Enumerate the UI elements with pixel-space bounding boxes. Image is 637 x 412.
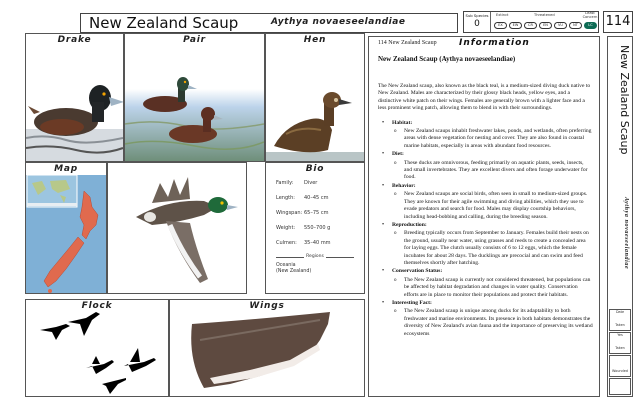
pair-photo	[125, 34, 264, 161]
date-taken-box[interactable]: Date Taken	[609, 309, 631, 331]
side-species-name: New Zealand Scaup	[618, 45, 631, 155]
pair-title: Pair	[183, 35, 206, 45]
bio-family: Family: Diver	[276, 180, 318, 186]
species-title: New Zealand Scaup	[89, 14, 239, 32]
section-behavior: • Behavior: o New Zealand scaups are social birds, often seen in small to medium-sized groups. They are known for their agile swimming and diving abilities, which they use to evade predators and search for food. Males may display courtship behaviors, including head-bobbing and calling, during the breeding season.	[378, 183, 593, 221]
range-map	[26, 163, 106, 293]
hen-title: Hen	[303, 35, 327, 45]
drake-panel	[25, 33, 124, 162]
extinct-label: Extinct	[496, 13, 509, 17]
regions-label: Regions	[276, 254, 354, 259]
section-diet: • Diet: o These ducks are omnivorous, feeding primarily on aquatic plants, seeds, insects, and small invertebrates. They are excellent divers and often forage underwater for food.	[378, 151, 593, 182]
section-interesting-fact: • Interesting Fact: o The New Zealand scaup is unique among ducks for its adaptability to both freshwater and marine environments. Its presence in both habitats demonstrates the diversity of New Zealand's avian fauna and the importance of preserving its wetland ecosystems	[378, 300, 593, 338]
info-heading: New Zealand Scaup (Aythya novaeseelandiae)	[378, 55, 516, 63]
page-number: 114	[603, 11, 633, 33]
status-pills	[494, 22, 597, 29]
least-concern-label: Least Concern	[582, 11, 598, 19]
status-nt: NT	[569, 22, 582, 29]
bio-wingspan: Wingspan: 65–75 cm	[276, 210, 329, 216]
sub-species-value: 0	[474, 19, 480, 29]
status-en: EN	[539, 22, 552, 29]
wings-title: Wings	[249, 301, 285, 311]
map-panel	[25, 162, 107, 294]
flock-silhouettes	[26, 300, 168, 396]
flock-panel	[25, 299, 169, 397]
info-sections	[378, 120, 593, 338]
hen-photo	[266, 34, 364, 161]
bio-title: Bio	[305, 164, 325, 174]
wings-photo	[170, 300, 364, 396]
hen-panel	[265, 33, 365, 162]
flight-panel	[107, 162, 247, 294]
drake-photo	[26, 34, 123, 161]
bio-length: Length: 40–45 cm	[276, 195, 329, 201]
region-value: Oceania (New Zealand)	[276, 263, 312, 274]
status-ew: EW	[509, 22, 522, 29]
info-page-ref: 114 New Zealand Scaup	[378, 40, 437, 46]
yes-taken-box[interactable]: Yes Taken	[609, 332, 631, 354]
bio-weight: Weight: 550–700 g	[276, 225, 331, 231]
info-body	[378, 83, 593, 338]
status-cr: CR	[524, 22, 537, 29]
bio-culmen: Culmen: 35–40 mm	[276, 240, 331, 246]
info-intro: The New Zealand scaup, also known as the black teal, is a medium-sized diving duck native to New Zealand. Males are characterized by their glossy black heads, yellow eyes, and a distinctive white patch on their wings. Females are generally brown with a lighter face and a less prominent wing patch, allowing them to blend in with their surroundings.	[378, 83, 591, 112]
side-strip	[607, 36, 633, 397]
scientific-name: Aythya novaeseelandiae	[271, 17, 406, 27]
blank-box[interactable]	[609, 378, 631, 395]
status-ex: EX	[494, 22, 507, 29]
status-labels	[494, 13, 598, 20]
sub-species-count	[464, 12, 491, 32]
wounded-box[interactable]: Wounded	[609, 355, 631, 377]
status-lc: LC	[584, 22, 597, 29]
drake-title: Drake	[57, 35, 92, 45]
flight-photo	[108, 163, 246, 293]
section-conservation: • Conservation Status: o The New Zealand scaup is currently not considered threatened, but populations can be affected by habitat degradation and changes in water quality. Conservation efforts are in place to monitor their populations and protect their habitats.	[378, 268, 593, 299]
conservation-status-box	[463, 11, 599, 33]
pair-panel	[124, 33, 265, 162]
flock-title: Flock	[81, 301, 113, 311]
header-title-box	[80, 13, 458, 33]
information-panel[interactable]	[368, 36, 600, 397]
section-reproduction: • Reproduction: o Breeding typically occurs from September to January. Females build their nests on the ground, usually near water, using grasses and reeds to create a concealed area for laying eggs. The clutch usually consists of 6 to 12 eggs, which the female incubates for about 28 days. The ducklings are precocial and can swim and feed themselves shortly after hatching.	[378, 222, 593, 267]
bio-panel	[265, 162, 365, 294]
sub-species-label: Sub Species	[465, 13, 489, 18]
wings-panel	[169, 299, 365, 397]
map-title: Map	[54, 164, 78, 174]
info-title: Information	[459, 38, 530, 48]
side-scientific-name: Aythya novaeseelandiae	[623, 197, 629, 270]
threatened-label: Threatened	[534, 13, 555, 17]
section-habitat: • Habitat: o New Zealand scaups inhabit freshwater lakes, ponds, and wetlands, often preferring areas with dense vegetation for nesting and cover. They are also found in coastal marine habitats, especially in areas with abundant food resources.	[378, 120, 593, 151]
status-vu: VU	[554, 22, 567, 29]
